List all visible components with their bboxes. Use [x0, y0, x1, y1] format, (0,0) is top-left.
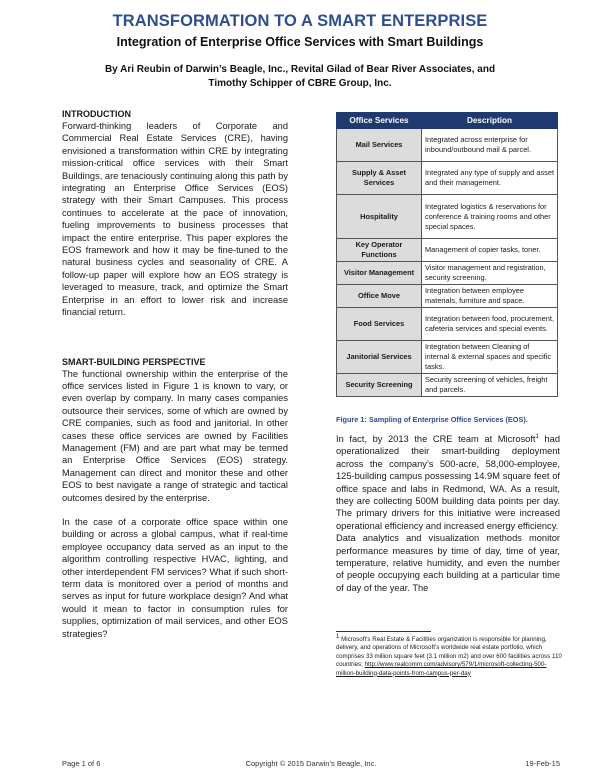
service-name: Janitorial Services — [337, 341, 422, 374]
service-description: Management of copier tasks, toner. — [422, 239, 558, 262]
table-row — [337, 195, 558, 239]
service-description: Integrated across enterprise for inbound/outbound mail & parcel. — [422, 129, 558, 162]
intro-heading: INTRODUCTION — [62, 109, 131, 119]
service-name: Key Operator Functions — [337, 239, 422, 262]
footnote-text: Microsoft’s Real Estate & Facilities organization is responsible for planning, delivery, and operations of Microsoft’s worldwide real estate portfolio, which comprises 33 million square feet (3.1 million m2) and over 600 facilities across 110 countries; — [336, 636, 562, 669]
author-line-1: By Ari Reubin of Darwin’s Beagle, Inc., Revital Gilad of Bear River Associates, and — [104, 64, 496, 75]
analytics-paragraph: Data analytics and visualization methods monitor performance measures by time of day, time of year, temperature, relative humidity, and even the number of people occupying each building at a particular time of day of the year. The — [336, 533, 560, 593]
table-row — [337, 374, 558, 397]
smart-building-paragraph-1: The functional ownership within the enterprise of the office services listed in Figure 1 is known to vary, or even overlap by company. In many cases companies outsource their services, some of which are owned by CRE companies, such as food and janitorial. In other cases these office services are owned by Facilities Management (FM) and are part what may be termed an Enterprise Office Services (EOS) strategy. Management can direct and monitor these and other EOS to best navigate a range of strategic and tactical outcomes desired by the enterprise. — [62, 368, 288, 503]
footnote-ref[interactable]: 1 — [535, 433, 539, 440]
table-row — [337, 262, 558, 285]
service-description: Integrated any type of supply and asset and their management. — [422, 162, 558, 195]
page-number: Page 1 of 6 — [62, 759, 101, 768]
table-row — [337, 285, 558, 308]
service-description: Visitor management and registration, security screening. — [422, 262, 558, 285]
microsoft-text-b: had operationalized their smart-building deployment across the company’s 500-acre, 58,000-employee, 125-building campus possessing 14.9M square feet of office space and labs in Redmond, WA. As a result, they are collecting 500M building data points per day. The primary drivers for this initiative were increased operational efficiency and increased energy efficiency. — [336, 434, 560, 531]
smart-building-heading: SMART-BUILDING PERSPECTIVE — [62, 356, 206, 367]
left-column — [62, 108, 288, 640]
header-description: Description — [422, 113, 558, 129]
service-description: Integration between employee materials, furniture and space. — [422, 285, 558, 308]
service-description: Integration between food, procurement, cafeteria services and special events. — [422, 308, 558, 341]
figure-caption: Figure 1: Sampling of Enterprise Office Services (EOS). — [336, 415, 528, 424]
footnote — [336, 633, 562, 678]
service-name: Office Move — [337, 285, 422, 308]
footnote-divider — [336, 631, 431, 632]
table-row — [337, 162, 558, 195]
footer-date: 19-Feb-15 — [525, 759, 560, 768]
document-subtitle: Integration of Enterprise Office Services with Smart Buildings — [116, 35, 484, 49]
microsoft-paragraph — [336, 433, 560, 532]
intro-paragraph: Forward-thinking leaders of Corporate and Commercial Real Estate Services (CRE), having envisioned a transformation within CRE by integrating mission-critical office services with their Smart Buildings, are tenaciously continuing along this path by integrating an Enterprise Office Services (EOS) strategy with their Smart Campuses. This process continues to accelerate at the pace of innovation, fueling improvements to business processes that impact the entire enterprise. This paper explores the EOS framework and how it may be fine-tuned to the natural business cycles and seasonality of CRE. A follow-up paper will explore how an EOS strategy is leveraged to measure, track, and optimize the Smart Enterprise in an effort to lower risk and increase financial return. — [62, 121, 288, 318]
table-row — [337, 239, 558, 262]
service-name: Security Screening — [337, 374, 422, 397]
author-byline — [40, 63, 560, 91]
microsoft-text-a: In fact, by 2013 the CRE team at Microsoft — [336, 434, 536, 444]
service-name: Visitor Management — [337, 262, 422, 285]
table-header-row — [337, 113, 558, 129]
service-description: Security screening of vehicles, freight and parcels. — [422, 374, 558, 397]
service-name: Hospitality — [337, 195, 422, 239]
copyright-notice: Copyright © 2015 Darwin’s Beagle, Inc. — [245, 759, 377, 768]
service-name: Supply & Asset Services — [337, 162, 422, 195]
service-name: Mail Services — [337, 129, 422, 162]
right-column — [336, 433, 560, 594]
header-office-services: Office Services — [337, 113, 422, 129]
document-title: TRANSFORMATION TO A SMART ENTERPRISE — [112, 12, 488, 30]
footnote-marker: 1 — [336, 633, 340, 640]
table-row — [337, 129, 558, 162]
service-description: Integrated logistics & reservations for conference & training rooms and other special spaces. — [422, 195, 558, 239]
table-row — [337, 341, 558, 374]
author-line-2: Timothy Schipper of CBRE Group, Inc. — [208, 78, 392, 89]
smart-building-paragraph-2: In the case of a corporate office space within one building or across a global campus, what if real-time employee occupancy data served as an input to the algorithm controlling respective HVAC, lighting, and other interdependent FM services? What if such short-term data is monitored over a period of months and serves as input for future workplace design? And what would it mean to factor in consumption rules for supplies, optimization of mail services, and other EOS strategies? — [62, 516, 288, 639]
footnote-link[interactable]: http://www.realcomm.com/advisory/579/1/microsoft-collecting-500-million-building-data-points-from-campus-per-day — [336, 661, 547, 677]
service-name: Food Services — [337, 308, 422, 341]
service-description: Integration between Cleaning of internal & external spaces and specific tasks. — [422, 341, 558, 374]
page-footer — [62, 759, 560, 768]
table-row — [337, 308, 558, 341]
office-services-table — [336, 112, 558, 397]
